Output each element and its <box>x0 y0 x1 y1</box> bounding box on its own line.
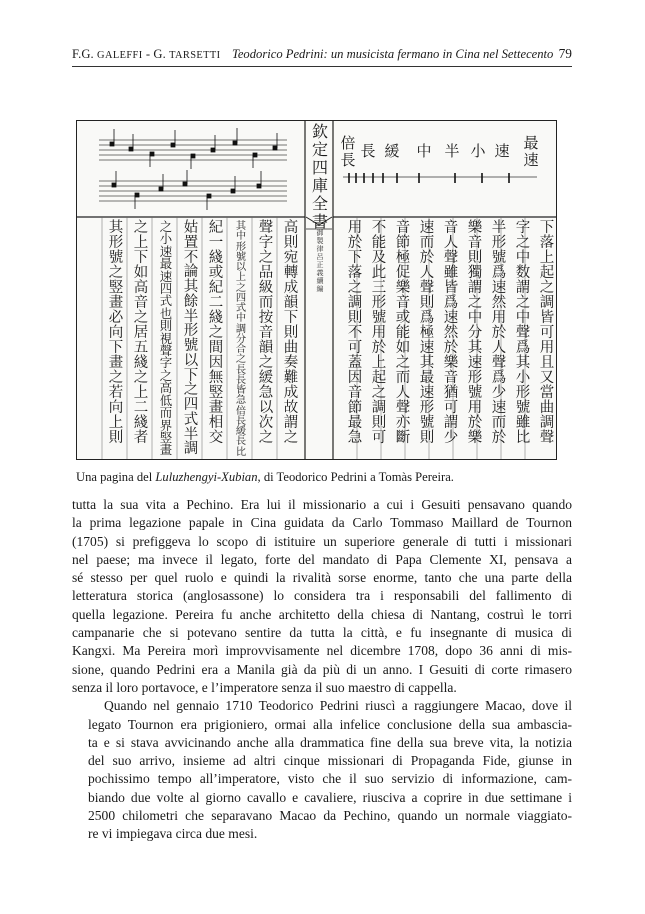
paragraph <box>72 496 572 697</box>
spine-subtitle-char: 呂 <box>316 253 324 261</box>
chinese-text-column: 高 則 宛 轉 成 韻 下 則 曲 奏 難 成 故 謂 之 <box>283 220 299 446</box>
text-line: Kangxi. Ma Pereira morì improvvisamente nel dicembre 1708, dopo 36 anni di mis- <box>72 643 572 659</box>
spine-title-char: 書 <box>311 212 328 231</box>
chinese-text-column: 其 中 形 號 以 上 之 四 式 中 調 分 合 之 長 長 皆 急 倍 長 緩 長 比 <box>235 220 247 458</box>
text-line: nel paese; ma invece il legato, forte del mandato di Papa Clemente XI, pensava a <box>72 551 572 567</box>
chinese-text-column: 音 節 極 促 樂 音 或 能 如 之 而 人 聲 亦 斷 <box>395 220 411 446</box>
spine-title-char: 全 <box>311 194 328 213</box>
spine-subtitle-char: 律 <box>316 245 324 253</box>
figure-chinese-page <box>76 120 557 460</box>
text-line: 2500 chilometri che separavano Macao da Pechino, quando un normale viaggiato- <box>88 808 572 824</box>
spine-subtitle-char: 義 <box>316 269 324 277</box>
tempo-label: 速 <box>494 142 510 160</box>
text-line: tutta la sua vita a Pechino. Era lui il missionario a cui i Gesuiti pensavano quando <box>72 497 572 512</box>
tempo-label: 半 <box>444 142 460 160</box>
running-head-title: Teodorico Pedrini: un musicista fermano in Cina nel Settecento <box>232 47 554 61</box>
chinese-text-column: 半 形 號 爲 速 然 用 於 人 聲 爲 少 速 而 於 <box>491 220 507 446</box>
body-text <box>72 496 572 844</box>
text-line: quella legazione. Pereira fu anche architetto della chiesa di Nantang, costruì le torri <box>72 606 572 622</box>
caption-work-title: Luluzhengyi-Xubian <box>155 470 258 484</box>
spine-subtitle-char: 續 <box>316 277 324 285</box>
text-line: re vi impiegava circa due mesi. <box>88 826 258 842</box>
text-line: campanarie che si potevano sentire da tutta la città, e fu insegnante di musica di <box>72 625 572 641</box>
chinese-text-column: 其 形 號 之 竪 畫 必 向 下 畫 之 若 向 上 則 <box>108 220 124 446</box>
chinese-text-column: 之 小 速 最 速 四 式 也 則 視 聲 字 之 高 低 而 界 竪 畫 <box>159 219 173 458</box>
paragraph <box>72 697 572 843</box>
spine-title <box>307 123 333 231</box>
text-line: ta e si stava avvicinando anche alla drammatica fine della sua breve vita, la notizia <box>88 734 572 750</box>
tempo-label: 長 <box>360 142 376 160</box>
text-line: pochissimo tempo all’imperatore, visto che il suo servizio di informazione, cam- <box>88 771 572 787</box>
running-head <box>72 44 572 64</box>
running-head-authors: F.G. GALEFFI - G. TARSETTI <box>72 47 221 61</box>
chinese-text-column: 之 上 下 如 高 音 之 居 五 綫 之 上 二 綫 者 <box>133 220 149 446</box>
chinese-text-column: 用 於 下 落 之 調 則 不 可 蓋 因 音 節 最 急 <box>347 220 363 446</box>
header-rule <box>72 66 572 67</box>
tempo-label: 最 速 <box>523 134 539 169</box>
figure-caption: Una pagina del Luluzhengyi-Xubian, di Teodorico Pedrini a Tomàs Pereira. <box>76 470 454 484</box>
spine-title-char: 定 <box>311 140 328 159</box>
chinese-text-column: 姑 置 不 論 其 餘 半 形 號 以 下 之 四 式 半 調 <box>183 220 199 458</box>
chinese-text-column: 紀 一 綫 或 紀 二 綫 之 間 因 無 竪 畫 相 交 <box>208 220 224 446</box>
text-line: legato Tournon era prigioniero, ormai alla infelice conclusione della sua ambascia- <box>88 716 572 732</box>
chinese-text-column: 速 而 於 人 聲 則 爲 極 速 其 最 速 形 號 則 <box>419 220 435 446</box>
spine-subtitle-char: 正 <box>316 261 324 269</box>
spine-subtitle-char: 編 <box>316 285 324 293</box>
chinese-text-column: 音 人 聲 雖 皆 爲 速 然 於 樂 音 猶 可 謂 少 <box>443 220 459 446</box>
chinese-text-column: 字 之 中 数 謂 之 中 聲 爲 其 小 形 號 雖 比 <box>515 220 531 446</box>
tempo-label: 倍 長 <box>340 134 356 169</box>
tempo-label: 緩 <box>384 142 400 160</box>
text-line: letteratura storica (anglosassone) lo considera tra i responsabili del fallimento di <box>72 588 572 604</box>
page-number: 79 <box>558 46 572 61</box>
text-line: del suo arrivo, insieme ad altri cinque missionari di Propaganda Fide, giunse in <box>88 753 572 769</box>
spine-subtitle-char: 御 <box>316 229 324 237</box>
spine-title-char: 欽 <box>311 122 328 141</box>
spine-title-char: 四 <box>311 158 328 177</box>
chinese-text-column: 下 落 上 起 之 調 皆 可 用 且 又 當 曲 調 聲 <box>539 220 555 446</box>
text-line: Quando nel gennaio 1710 Teodorico Pedrini riuscì a raggiungere Macao, dove il <box>104 698 572 714</box>
text-line: la prima legazione papale in Cina guidata da Carlo Tommaso Maillard de Tournon <box>72 515 572 531</box>
text-line: (1705) si prefiggeva lo scopo di istituire un superiore generale di tutti i missionari <box>72 533 572 549</box>
text-line: senza il loro portavoce, e l’imperatore senza il suo maestro di cappella. <box>72 679 457 695</box>
text-line: sione, quando Pedrini era a Manila già da più di un anno. I Gesuiti di corte rimasero <box>72 661 572 677</box>
text-line: sé stesso per quel ruolo e quindi la rivalità sorse enorme, tanto che una parte della <box>72 570 572 586</box>
spine-subtitle-char: 製 <box>316 237 324 245</box>
chinese-text-column: 樂 音 則 獨 謂 之 中 分 其 速 形 號 用 於 樂 <box>467 220 483 446</box>
tempo-label: 小 <box>470 142 486 160</box>
tempo-label: 中 <box>416 142 432 160</box>
spine-title-char: 庫 <box>311 176 328 195</box>
text-line: biando due volte al giorno cavallo e cavaliere, riusciva a coprire in due settimane i <box>88 789 572 805</box>
chinese-text-column: 不 能 及 此 三 形 號 用 於 上 起 之 調 則 可 <box>371 220 387 446</box>
spine-subtitle <box>311 229 329 293</box>
chinese-text-column: 聲 字 之 品 級 而 按 音 韻 之 緩 急 以 次 之 <box>258 220 274 446</box>
